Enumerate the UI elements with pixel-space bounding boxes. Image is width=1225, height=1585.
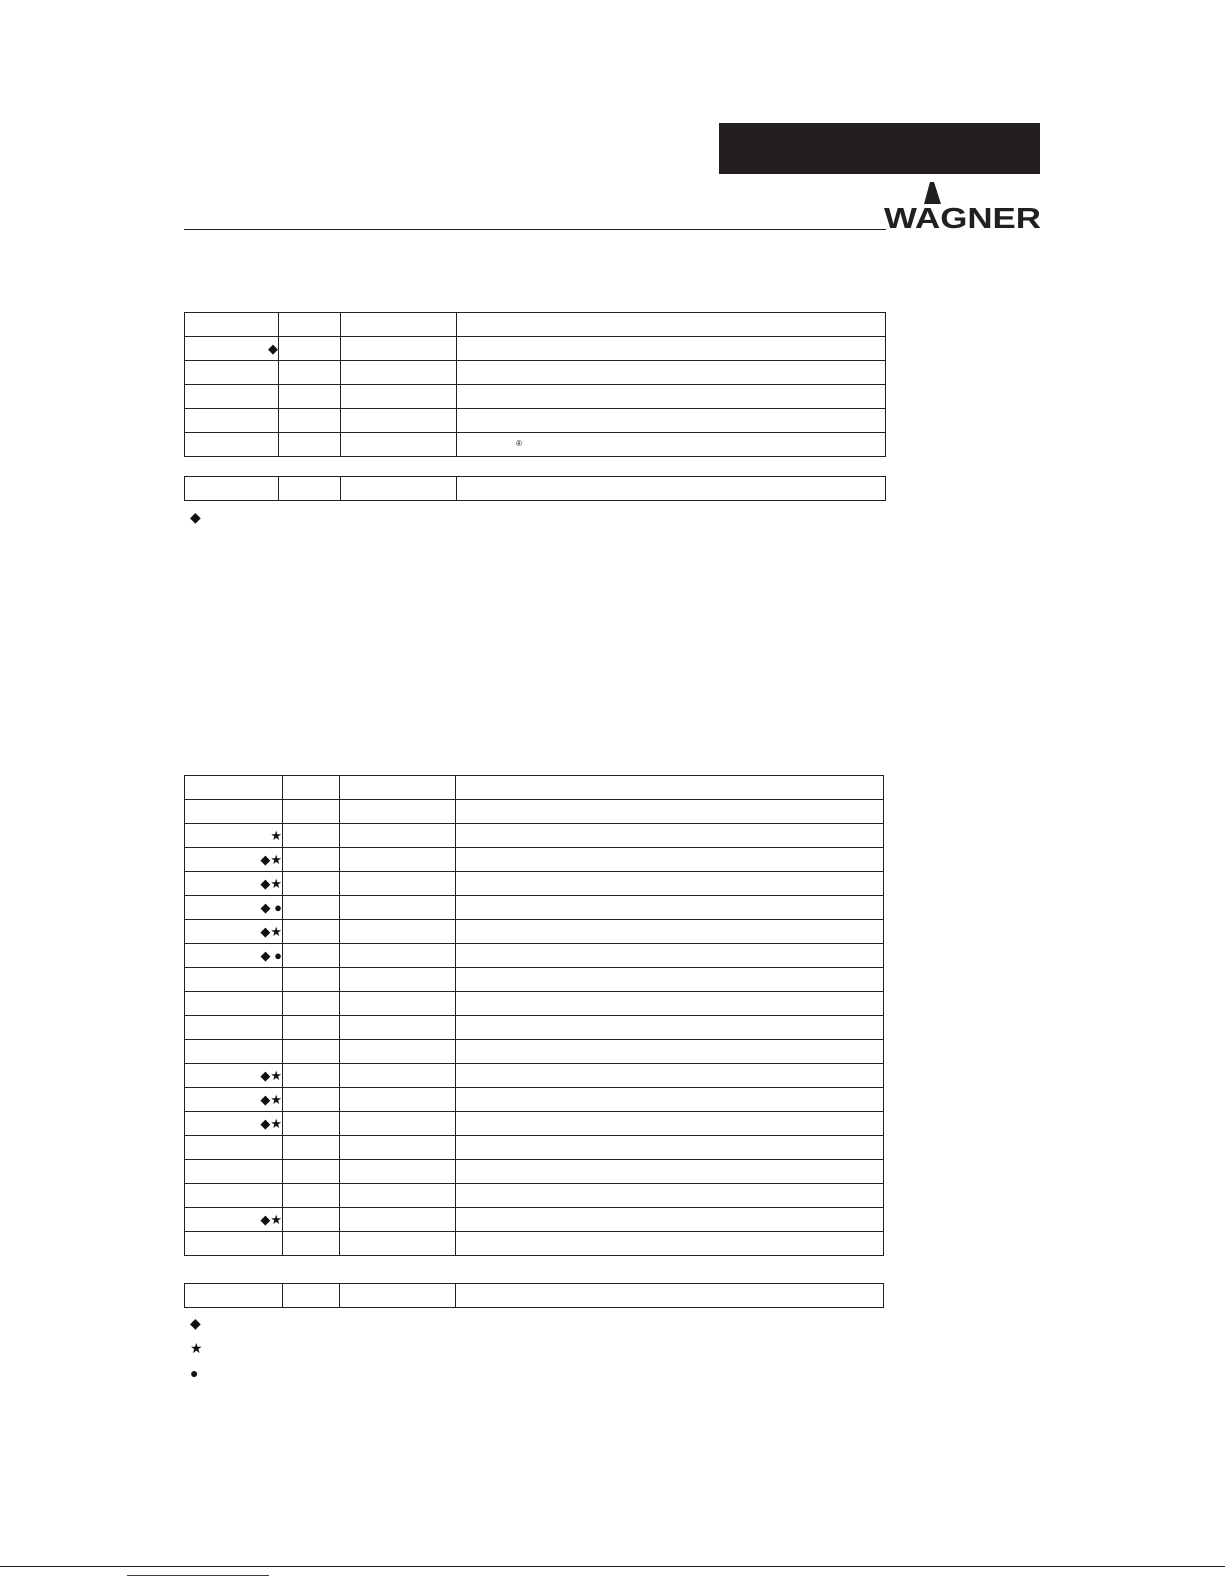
table-row bbox=[185, 920, 884, 944]
table-row bbox=[185, 1112, 884, 1136]
marker-cell bbox=[185, 385, 279, 409]
wagner-logo bbox=[884, 182, 1041, 232]
total-row bbox=[185, 477, 886, 501]
table-row bbox=[185, 824, 884, 848]
marker-cell bbox=[185, 313, 279, 337]
marker-cell bbox=[185, 776, 283, 800]
footer-link-underline[interactable] bbox=[127, 1575, 269, 1576]
header-rule bbox=[184, 229, 886, 230]
marker-cell bbox=[185, 1136, 283, 1160]
marker-cell: ◆★ bbox=[185, 848, 283, 872]
parts-table-2 bbox=[184, 775, 884, 1256]
total-cell bbox=[185, 1284, 283, 1308]
marker-cell: ◆★ bbox=[185, 1112, 283, 1136]
table-row bbox=[185, 409, 886, 433]
legend-diamond: ◆ bbox=[190, 509, 201, 525]
marker-cell: ◆ bbox=[185, 337, 279, 361]
marker-cell: ◆★ bbox=[185, 1208, 283, 1232]
marker-cell: ★ bbox=[185, 824, 283, 848]
parts-table-1-total bbox=[184, 476, 886, 501]
table-row bbox=[185, 1232, 884, 1256]
marker-cell bbox=[185, 1184, 283, 1208]
legend-diamond: ◆ bbox=[190, 1315, 201, 1331]
parts-table-2-total bbox=[184, 1283, 884, 1308]
marker-cell bbox=[185, 433, 279, 457]
table-row bbox=[185, 337, 886, 361]
table-row bbox=[185, 872, 884, 896]
table-row bbox=[185, 848, 884, 872]
table-row bbox=[185, 433, 886, 457]
marker-cell bbox=[185, 1016, 283, 1040]
table-row bbox=[185, 1136, 884, 1160]
table-row bbox=[185, 1088, 884, 1112]
page-bottom-rule bbox=[0, 1566, 1225, 1567]
table-row bbox=[185, 361, 886, 385]
table-row bbox=[185, 776, 884, 800]
table-row bbox=[185, 968, 884, 992]
marker-cell bbox=[185, 968, 283, 992]
header-title-bar bbox=[719, 123, 1040, 174]
marker-cell bbox=[185, 800, 283, 824]
svg-text:WAGNER: WAGNER bbox=[884, 203, 1041, 232]
table-row bbox=[185, 1160, 884, 1184]
table-row bbox=[185, 944, 884, 968]
table-row bbox=[185, 1040, 884, 1064]
marker-cell: ◆★ bbox=[185, 920, 283, 944]
table-row bbox=[185, 992, 884, 1016]
total-cell bbox=[185, 477, 279, 501]
table-row bbox=[185, 1208, 884, 1232]
table-row bbox=[185, 896, 884, 920]
marker-cell bbox=[185, 1232, 283, 1256]
marker-cell bbox=[185, 1160, 283, 1184]
marker-cell: ◆★ bbox=[185, 1064, 283, 1088]
registered-mark: ® bbox=[516, 439, 522, 448]
marker-cell: ◆ ● bbox=[185, 944, 283, 968]
marker-cell: ◆★ bbox=[185, 1088, 283, 1112]
table-row bbox=[185, 1016, 884, 1040]
table-row bbox=[185, 800, 884, 824]
marker-cell bbox=[185, 361, 279, 385]
parts-table-1 bbox=[184, 312, 886, 457]
marker-cell bbox=[185, 409, 279, 433]
legend-star: ★ bbox=[190, 1340, 203, 1356]
marker-cell bbox=[185, 992, 283, 1016]
marker-cell: ◆★ bbox=[185, 872, 283, 896]
total-row bbox=[185, 1284, 884, 1308]
table-row bbox=[185, 1184, 884, 1208]
table-row bbox=[185, 1064, 884, 1088]
marker-cell: ◆ ● bbox=[185, 896, 283, 920]
marker-cell bbox=[185, 1040, 283, 1064]
table-row bbox=[185, 313, 886, 337]
legend-circle: ● bbox=[190, 1365, 199, 1381]
table-row bbox=[185, 385, 886, 409]
